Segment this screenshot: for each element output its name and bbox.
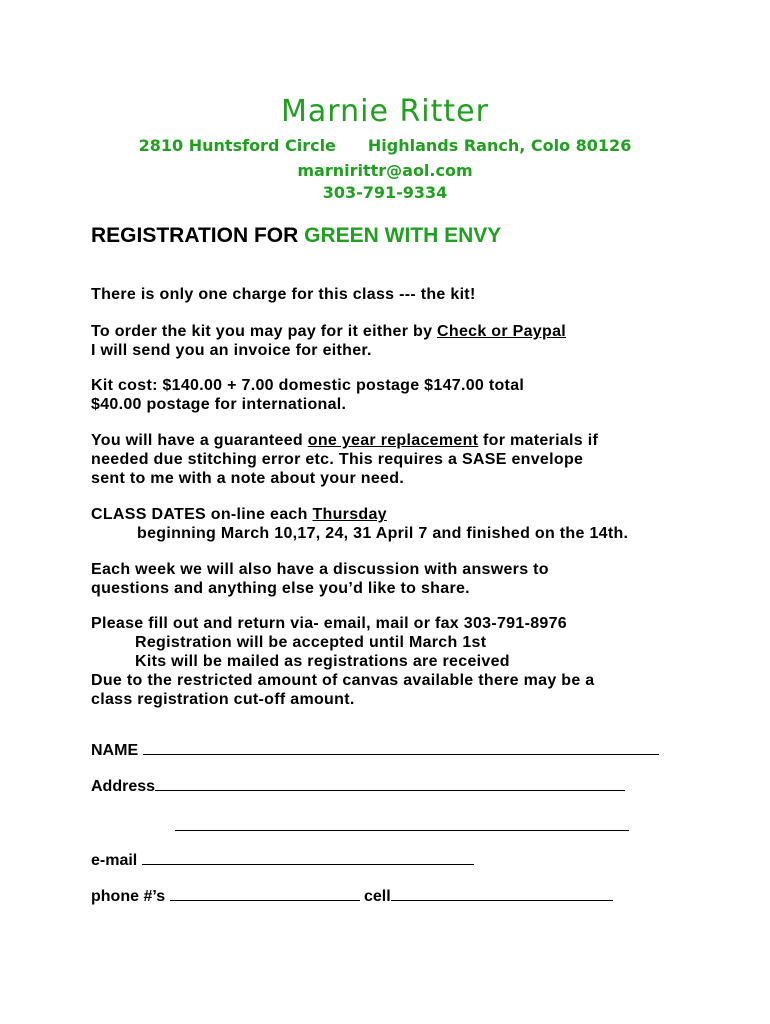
order-line-1 xyxy=(91,322,691,341)
order-instructions xyxy=(91,322,691,360)
address-line-2-field[interactable] xyxy=(175,816,629,836)
sender-phone: 303-791-9334 xyxy=(322,183,448,202)
guarantee-line-1 xyxy=(91,431,691,450)
guarantee-text: You will have a guaranteed xyxy=(91,432,308,449)
discussion-note xyxy=(91,560,691,598)
kit-cost-line-1: Kit cost: $140.00 + 7.00 domestic postage $147.00 total xyxy=(91,377,525,394)
phone-blank[interactable] xyxy=(170,886,360,901)
phone-field[interactable] xyxy=(91,886,613,906)
name-field[interactable] xyxy=(91,740,659,760)
payment-methods: Check or Paypal xyxy=(437,323,567,340)
cell-label: cell xyxy=(359,888,391,905)
guarantee-text-end: for materials if xyxy=(478,432,599,449)
class-dates-text: CLASS DATES on-line each xyxy=(91,506,313,523)
email-blank[interactable] xyxy=(142,850,474,865)
sender-street: 2810 Huntsford Circle xyxy=(138,136,336,155)
return-line-5: class registration cut-off amount. xyxy=(91,691,355,708)
email-field[interactable] xyxy=(91,850,474,870)
return-line-4: Due to the restricted amount of canvas available there may be a xyxy=(91,672,595,689)
guarantee-term: one year replacement xyxy=(307,432,479,449)
kit-cost-line-2: $40.00 postage for international. xyxy=(91,396,347,413)
return-line-3: Kits will be mailed as registrations are received xyxy=(135,653,510,670)
address-field[interactable] xyxy=(91,776,625,796)
guarantee-line-2: needed due stitching error etc. This requires a SASE envelope xyxy=(91,451,584,468)
sender-city: Highlands Ranch, Colo 80126 xyxy=(367,136,632,155)
class-day: Thursday xyxy=(312,506,387,523)
name-label: NAME xyxy=(91,742,143,759)
return-line-1: Please fill out and return via- email, mail or fax 303-791-8976 xyxy=(91,615,567,632)
charge-line: There is only one charge for this class --- the kit! xyxy=(91,286,476,303)
name-blank[interactable] xyxy=(143,740,659,755)
return-line-2: Registration will be accepted until March 1st xyxy=(135,634,487,651)
class-dates xyxy=(91,505,691,543)
guarantee-line-3: sent to me with a note about your need. xyxy=(91,470,405,487)
title-prefix: REGISTRATION FOR xyxy=(91,224,305,247)
kit-cost xyxy=(91,376,691,414)
return-instructions xyxy=(91,614,691,709)
order-line-2: I will send you an invoice for either. xyxy=(91,342,372,359)
sender-name: Marnie Ritter xyxy=(281,94,489,129)
discussion-line-1: Each week we will also have a discussion with answers to xyxy=(91,561,549,578)
address-label: Address xyxy=(91,778,156,795)
cell-blank[interactable] xyxy=(391,886,613,901)
registration-title xyxy=(91,224,501,248)
email-label: e-mail xyxy=(91,852,142,869)
address-line-2-blank[interactable] xyxy=(175,816,629,831)
class-name: GREEN WITH ENVY xyxy=(304,224,502,247)
sender-address xyxy=(0,136,770,155)
order-text: To order the kit you may pay for it either by xyxy=(91,323,438,340)
sender-email: marnirittr@aol.com xyxy=(297,161,473,180)
class-dates-line-2: beginning March 10,17, 24, 31 April 7 and finished on the 14th. xyxy=(137,525,629,542)
replacement-guarantee xyxy=(91,431,691,488)
charge-note xyxy=(91,285,691,304)
address-blank[interactable] xyxy=(155,776,625,791)
discussion-line-2: questions and anything else you’d like to share. xyxy=(91,580,470,597)
phone-label: phone #’s xyxy=(91,888,170,905)
class-dates-line-1 xyxy=(91,505,691,524)
